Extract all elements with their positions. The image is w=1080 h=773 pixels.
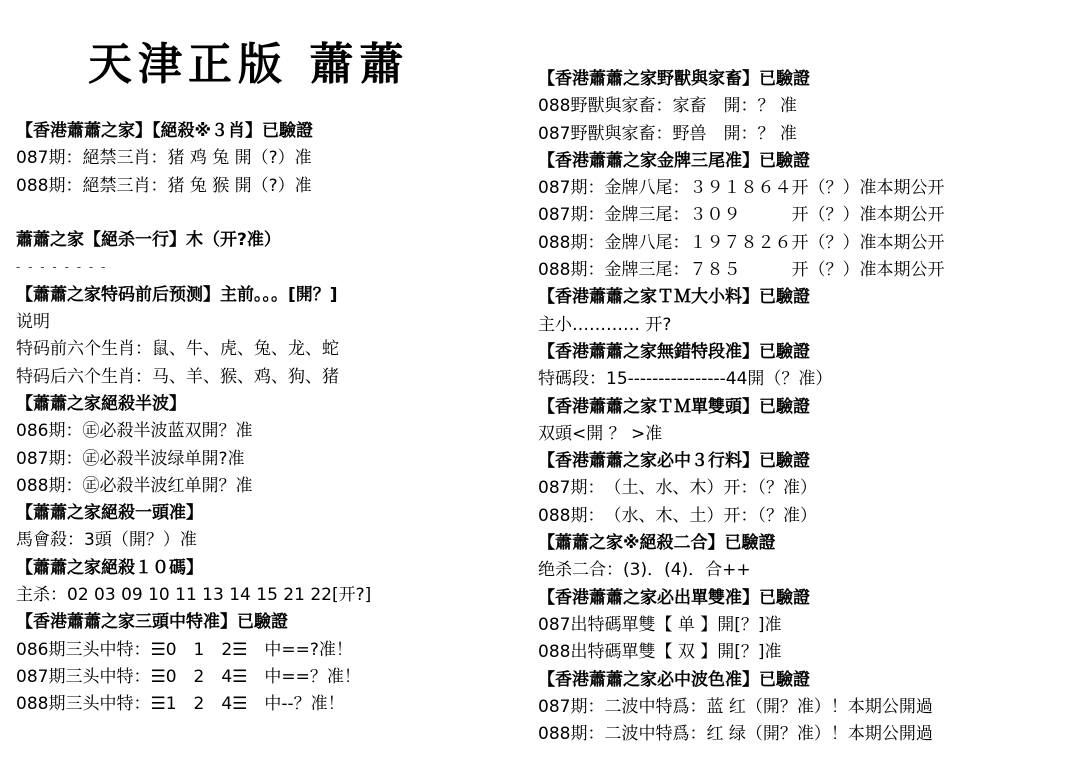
right-column [538,66,1074,748]
section-heading: 【香港蕭蕭之家金牌三尾准】已驗證 [538,150,810,171]
text-line: 088期：㊣必殺半波红单開？准 [16,475,253,496]
section-heading: 【蕭蕭之家※絕殺二合】已驗證 [538,533,776,554]
section-heading: 【香港蕭蕭之家ＴＭ單雙頭】已驗證 [538,396,810,417]
page-title: 天津正版 蕭蕭 [88,39,410,90]
section-heading: 【香港蕭蕭之家必中波色准】已驗證 [538,669,810,690]
section-heading: 【香港蕭蕭之家無錯特段准】已驗證 [538,341,810,362]
text-line: 087期：金牌八尾：３９１８６４开（？）准本期公开 [538,178,945,199]
section-heading: 【香港蕭蕭之家】【絕殺※３肖】已驗證 [16,121,314,141]
left-column [16,118,526,719]
text-line: 087期：絕禁三肖：猪 鸡 兔 開（?）准 [16,148,312,169]
text-line: 088期：絕禁三肖：猪 兔 猴 開（?）准 [16,175,312,196]
text-line: 088期：二波中特爲：红 绿（開？准）！本期公開過 [538,724,933,745]
section-heading: 【香港蕭蕭之家必出單雙准】已驗證 [538,587,810,608]
text-line: 086期三头中特：☰0 1 2☰ 中==?准！ [16,639,353,660]
text-line: 087期：金牌三尾：３０９ 开（？）准本期公开 [538,205,945,226]
text-line: 088期：金牌八尾：１９７８２６开（？）准本期公开 [538,232,945,253]
section-heading: 【香港蕭蕭之家ＴＭ大小料】已驗證 [538,287,810,308]
text-line: 086期：㊣必殺半波蓝双開？准 [16,421,253,442]
text-line: 绝杀二合：(3)．(4)．合++ [538,560,751,581]
text-line: 088期： （水、木、土）开：（？准） [538,505,817,526]
section-heading: 【蕭蕭之家絕殺１０碼】 [16,557,203,578]
section-heading: 【香港蕭蕭之家野獸與家畜】已驗證 [538,69,810,89]
spacer [16,200,526,227]
section-heading: 【香港蕭蕭之家三頭中特准】已驗證 [16,612,288,633]
text-line: - - - - - - - - [16,260,108,275]
text-line: 馬會殺：3頭（開？）准 [16,530,197,551]
text-line: 088出特碼單雙【 双 】開[？]准 [538,642,782,663]
text-line: 特码后六个生肖：马、羊、猴、鸡、狗、猪 [16,366,339,387]
text-line: 088野獸與家畜：家畜 開：？ 准 [538,96,797,117]
text-line: 087期：二波中特爲：蓝 红（開？准）！本期公開過 [538,696,933,717]
section-heading: 【蕭蕭之家絕殺半波】 [16,393,186,414]
text-line: 087出特碼單雙【 单 】開[？]准 [538,614,782,635]
text-line: 主小………… 开? [538,314,672,335]
text-line: 088期：金牌三尾：７８５ 开（？）准本期公开 [538,260,945,281]
section-heading: 【蕭蕭之家特码前后预测】主前。。。[開？] [16,284,338,305]
text-line: 特码前六个生肖：鼠、牛、虎、兔、龙、蛇 [16,339,339,360]
text-line: 088期三头中特：☰1 2 4☰ 中--？准！ [16,694,345,715]
section-heading: 【香港蕭蕭之家必中３行料】已驗證 [538,451,810,472]
text-line: 087期三头中特：☰0 2 4☰ 中==？准！ [16,666,361,687]
section-heading: 【蕭蕭之家絕殺一頭准】 [16,503,203,524]
text-line: 特碼段：15----------------44開（？准） [538,369,833,390]
text-line: 双頭<開 ？ >准 [538,423,663,444]
text-line: 主杀：02 03 09 10 11 13 14 15 21 22[开?] [16,585,372,606]
section-heading: 蕭蕭之家【絕杀一行】木（开?准） [16,230,281,251]
text-line: 087期： （土、水、木）开：（？准） [538,478,817,499]
text-line: 087野獸與家畜：野兽 開：？ 准 [538,123,797,144]
text-line: 说明 [16,312,50,333]
text-line: 087期：㊣必殺半波绿单開?准 [16,448,245,469]
